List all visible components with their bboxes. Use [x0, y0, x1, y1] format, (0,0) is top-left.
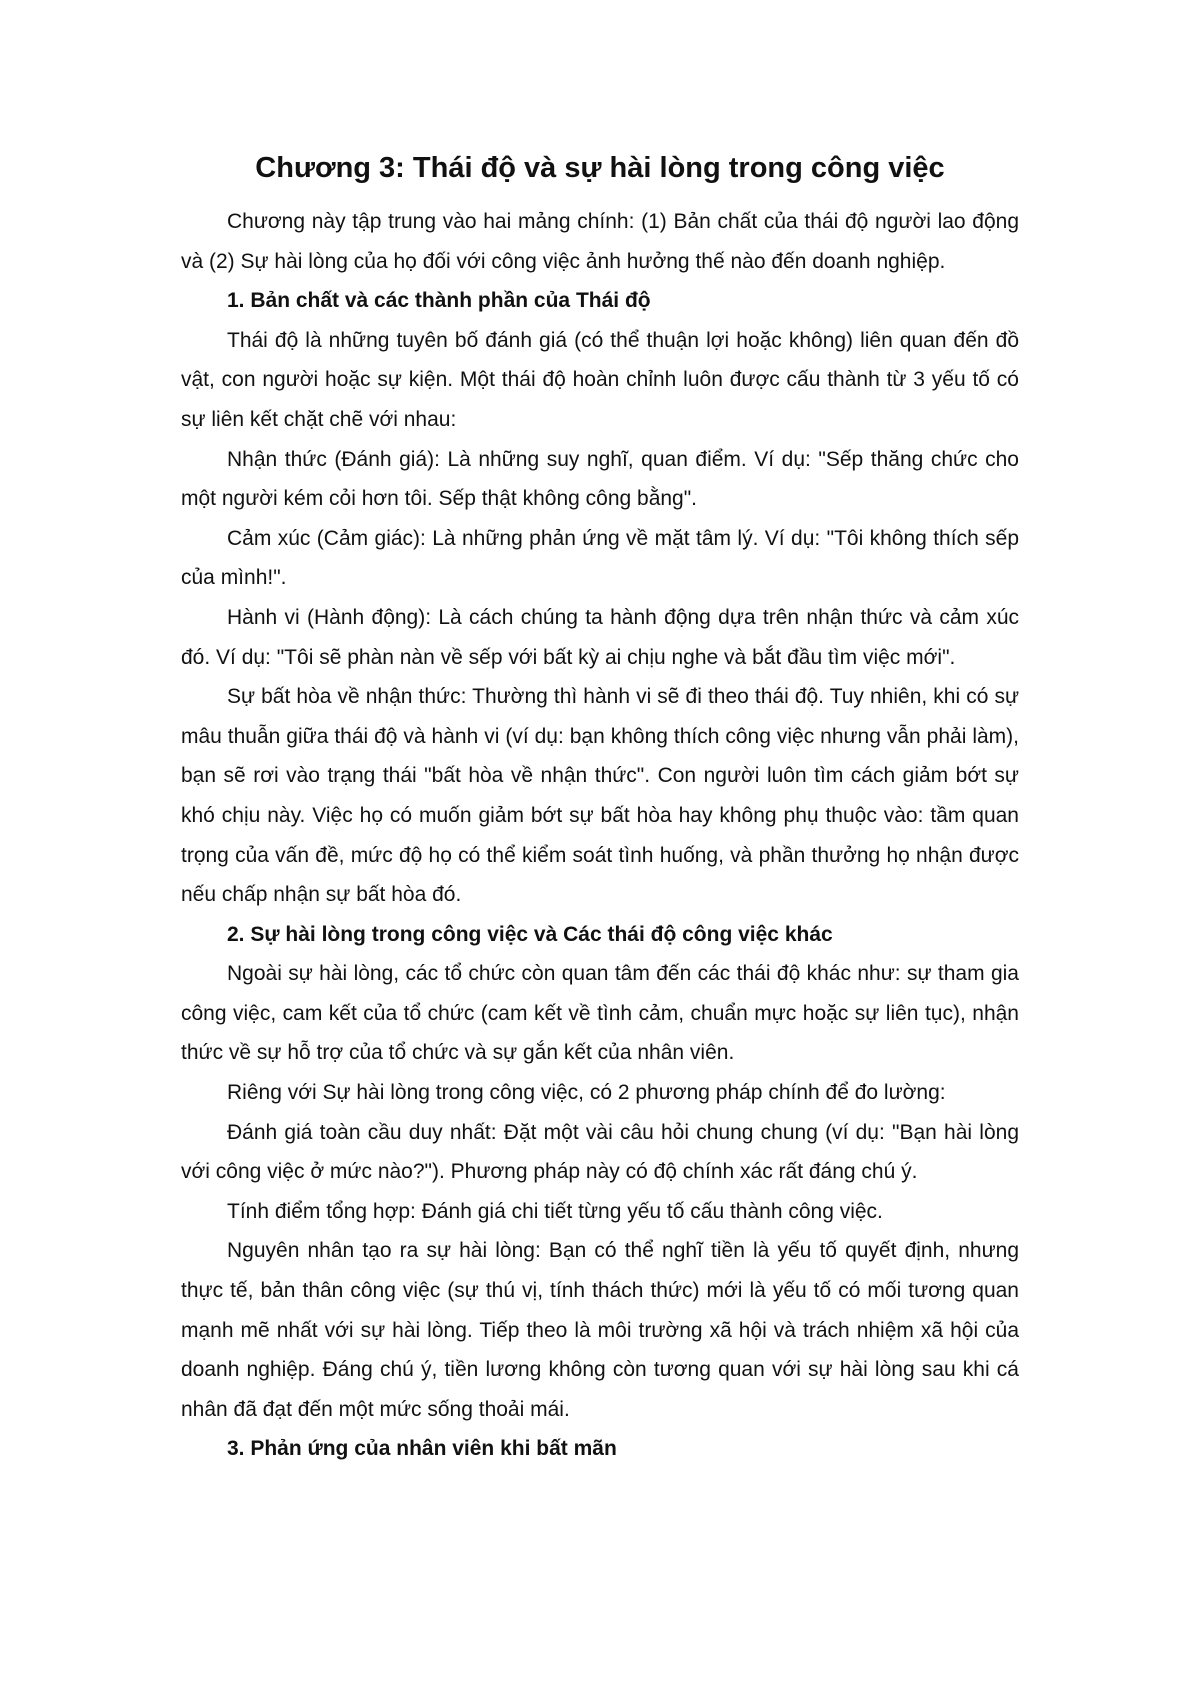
page-title: Chương 3: Thái độ và sự hài lòng trong công việc [255, 152, 945, 184]
section-2-paragraph-4: Tính điểm tổng hợp: Đánh giá chi tiết từng yếu tố cấu thành công việc. [227, 1199, 883, 1223]
section-2-paragraph-2: Riêng với Sự hài lòng trong công việc, có 2 phương pháp chính để đo lường: [227, 1081, 946, 1105]
section-2-paragraph-3: Đánh giá toàn cầu duy nhất: Đặt một vài câu hỏi chung chung (ví dụ: "Bạn hài lòng với công việc ở mức nào?"). Phương pháp này có độ chính xác rất đáng chú ý. [181, 1120, 1019, 1184]
section-3-heading: 3. Phản ứng của nhân viên khi bất mãn [227, 1437, 617, 1461]
section-1-paragraph-1: Thái độ là những tuyên bố đánh giá (có thể thuận lợi hoặc không) liên quan đến đồ vật, con người hoặc sự kiện. Một thái độ hoàn chỉnh luôn được cấu thành từ 3 yếu tố có sự liên kết chặt chẽ với nhau: [181, 328, 1019, 431]
section-1-paragraph-3: Cảm xúc (Cảm giác): Là những phản ứng về mặt tâm lý. Ví dụ: "Tôi không thích sếp của mình!". [181, 526, 1019, 590]
document-body [181, 146, 1019, 1469]
section-2-paragraph-1: Ngoài sự hài lòng, các tổ chức còn quan tâm đến các thái độ khác như: sự tham gia công việc, cam kết của tổ chức (cam kết về tình cảm, chuẩn mực hoặc sự liên tục), nhận thức về sự hỗ trợ của tổ chức và sự gắn kết của nhân viên. [181, 962, 1019, 1065]
section-1-paragraph-2: Nhận thức (Đánh giá): Là những suy nghĩ, quan điểm. Ví dụ: "Sếp thăng chức cho một người kém cỏi hơn tôi. Sếp thật không công bằng". [181, 447, 1019, 511]
intro-paragraph: Chương này tập trung vào hai mảng chính: (1) Bản chất của thái độ người lao động và (2) Sự hài lòng của họ đối với công việc ảnh hưởng thế nào đến doanh nghiệp. [181, 210, 1019, 273]
section-2-heading: 2. Sự hài lòng trong công việc và Các thái độ công việc khác [227, 922, 833, 946]
section-1-paragraph-4: Hành vi (Hành động): Là cách chúng ta hành động dựa trên nhận thức và cảm xúc đó. Ví dụ: "Tôi sẽ phàn nàn về sếp với bất kỳ ai chịu nghe và bắt đầu tìm việc mới". [181, 605, 1019, 669]
section-2-paragraph-5: Nguyên nhân tạo ra sự hài lòng: Bạn có thể nghĩ tiền là yếu tố quyết định, nhưng thực tế, bản thân công việc (sự thú vị, tính thách thức) mới là yếu tố có mối tương quan mạnh mẽ nhất với sự hài lòng. Tiếp theo là môi trường xã hội và trách nhiệm xã hội của doanh nghiệp. Đáng chú ý, tiền lương không còn tương quan với sự hài lòng sau khi cá nhân đã đạt đến một mức sống thoải mái. [181, 1239, 1019, 1421]
section-1-paragraph-5: Sự bất hòa về nhận thức: Thường thì hành vi sẽ đi theo thái độ. Tuy nhiên, khi có sự mâu thuẫn giữa thái độ và hành vi (ví dụ: bạn không thích công việc nhưng vẫn phải làm), bạn sẽ rơi vào trạng thái "bất hòa về nhận thức". Con người luôn tìm cách giảm bớt sự khó chịu này. Việc họ có muốn giảm bớt sự bất hòa hay không phụ thuộc vào: tầm quan trọng của vấn đề, mức độ họ có thể kiểm soát tình huống, và phần thưởng họ nhận được nếu chấp nhận sự bất hòa đó. [181, 685, 1019, 907]
section-1-heading: 1. Bản chất và các thành phần của Thái độ [227, 289, 651, 313]
